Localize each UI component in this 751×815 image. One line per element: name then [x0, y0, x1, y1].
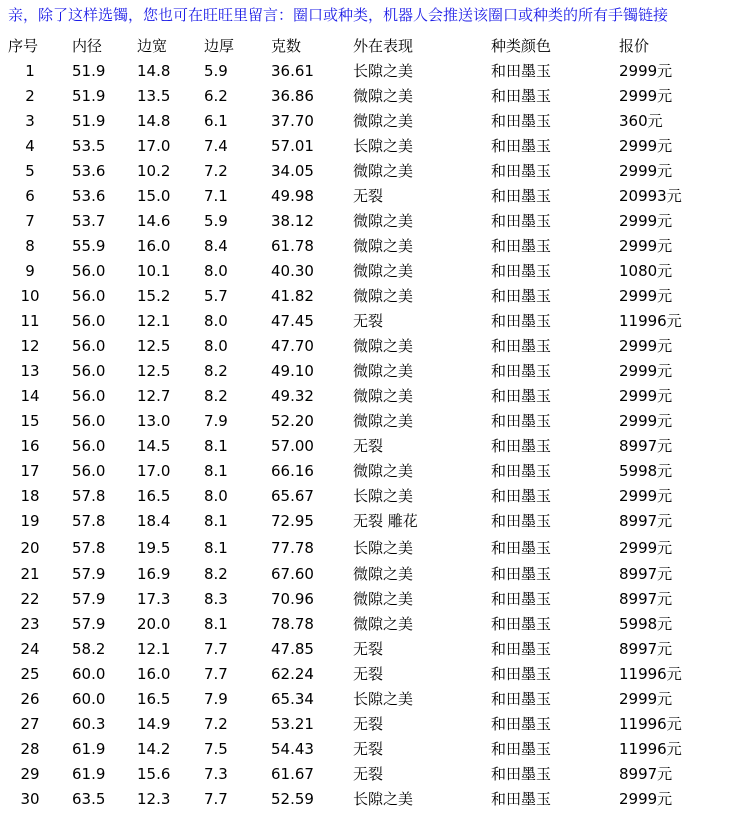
cell-inner-diameter: 51.9 — [72, 112, 106, 130]
table-row — [0, 459, 719, 484]
cell-width: 15.6 — [137, 765, 171, 783]
cell-weight: 36.61 — [271, 62, 314, 80]
table-row — [0, 159, 719, 184]
cell-price: 8997元 — [619, 512, 673, 530]
cell-width: 14.5 — [137, 437, 171, 455]
table-header-row — [0, 34, 719, 59]
cell-type-color: 和田墨玉 — [491, 87, 552, 105]
cell-thickness: 8.1 — [204, 437, 228, 455]
cell-index: 28 — [20, 740, 40, 758]
cell-appearance: 微隙之美 — [353, 287, 414, 305]
cell-price: 2999元 — [619, 162, 673, 180]
cell-weight: 40.30 — [271, 262, 314, 280]
cell-width: 16.5 — [137, 690, 171, 708]
cell-index: 22 — [20, 590, 40, 608]
cell-inner-diameter: 60.3 — [72, 715, 106, 733]
cell-inner-diameter: 55.9 — [72, 237, 106, 255]
cell-weight: 62.24 — [271, 665, 314, 683]
cell-type-color: 和田墨玉 — [491, 715, 552, 733]
cell-weight: 47.70 — [271, 337, 314, 355]
cell-inner-diameter: 53.7 — [72, 212, 106, 230]
cell-index: 21 — [20, 565, 40, 583]
cell-inner-diameter: 56.0 — [72, 287, 106, 305]
cell-thickness: 5.9 — [204, 62, 228, 80]
cell-type-color: 和田墨玉 — [491, 287, 552, 305]
cell-inner-diameter: 61.9 — [72, 765, 106, 783]
cell-weight: 67.60 — [271, 565, 314, 583]
cell-weight: 54.43 — [271, 740, 314, 758]
cell-appearance: 微隙之美 — [353, 590, 414, 608]
cell-type-color: 和田墨玉 — [491, 112, 552, 130]
table-row — [0, 234, 719, 259]
cell-thickness: 7.7 — [204, 665, 228, 683]
cell-weight: 53.21 — [271, 715, 314, 733]
cell-inner-diameter: 61.9 — [72, 740, 106, 758]
cell-appearance: 微隙之美 — [353, 262, 414, 280]
cell-index: 11 — [20, 312, 40, 330]
cell-price: 8997元 — [619, 437, 673, 455]
cell-weight: 38.12 — [271, 212, 314, 230]
cell-appearance: 微隙之美 — [353, 162, 414, 180]
cell-type-color: 和田墨玉 — [491, 740, 552, 758]
cell-appearance: 微隙之美 — [353, 112, 414, 130]
cell-type-color: 和田墨玉 — [491, 615, 552, 633]
table-row — [0, 787, 719, 812]
cell-inner-diameter: 56.0 — [72, 337, 106, 355]
cell-width: 12.1 — [137, 640, 171, 658]
cell-thickness: 5.9 — [204, 212, 228, 230]
cell-index: 14 — [20, 387, 40, 405]
cell-thickness: 8.3 — [204, 590, 228, 608]
cell-price: 20993元 — [619, 187, 682, 205]
cell-weight: 61.78 — [271, 237, 314, 255]
cell-width: 10.2 — [137, 162, 171, 180]
table-row — [0, 109, 719, 134]
cell-index: 3 — [25, 112, 35, 130]
table-row — [0, 309, 719, 334]
cell-appearance: 无裂 雕花 — [353, 512, 418, 530]
cell-type-color: 和田墨玉 — [491, 640, 552, 658]
table-row — [0, 562, 719, 587]
cell-appearance: 长隙之美 — [353, 62, 414, 80]
cell-price: 2999元 — [619, 690, 673, 708]
cell-width: 15.0 — [137, 187, 171, 205]
cell-appearance: 微隙之美 — [353, 237, 414, 255]
cell-weight: 36.86 — [271, 87, 314, 105]
table-row — [0, 384, 719, 409]
cell-price: 2999元 — [619, 538, 673, 557]
cell-type-color: 和田墨玉 — [491, 412, 552, 430]
cell-price: 8997元 — [619, 565, 673, 583]
header-price: 报价 — [619, 37, 650, 55]
cell-type-color: 和田墨玉 — [491, 312, 552, 330]
header-appearance: 外在表现 — [353, 37, 414, 55]
table-row — [0, 534, 719, 562]
cell-price: 1080元 — [619, 262, 673, 280]
cell-appearance: 无裂 — [353, 715, 384, 733]
cell-appearance: 微隙之美 — [353, 337, 414, 355]
cell-index: 5 — [25, 162, 35, 180]
cell-width: 14.6 — [137, 212, 171, 230]
cell-price: 2999元 — [619, 362, 673, 380]
cell-inner-diameter: 56.0 — [72, 387, 106, 405]
cell-type-color: 和田墨玉 — [491, 437, 552, 455]
cell-type-color: 和田墨玉 — [491, 262, 552, 280]
cell-thickness: 6.2 — [204, 87, 228, 105]
table-row — [0, 334, 719, 359]
cell-inner-diameter: 56.0 — [72, 412, 106, 430]
cell-inner-diameter: 51.9 — [72, 87, 106, 105]
cell-appearance: 微隙之美 — [353, 565, 414, 583]
cell-inner-diameter: 63.5 — [72, 790, 106, 808]
header-weight: 克数 — [271, 37, 302, 55]
cell-inner-diameter: 53.5 — [72, 137, 106, 155]
cell-price: 11996元 — [619, 312, 682, 330]
cell-thickness: 8.2 — [204, 565, 228, 583]
cell-price: 5998元 — [619, 615, 673, 633]
cell-thickness: 6.1 — [204, 112, 228, 130]
cell-index: 10 — [20, 287, 40, 305]
header-width: 边宽 — [137, 37, 168, 55]
table-row — [0, 662, 719, 687]
cell-thickness: 7.9 — [204, 690, 228, 708]
cell-index: 6 — [25, 187, 35, 205]
cell-appearance: 无裂 — [353, 765, 384, 783]
cell-width: 12.7 — [137, 387, 171, 405]
table-row — [0, 209, 719, 234]
cell-inner-diameter: 51.9 — [72, 62, 106, 80]
cell-index: 30 — [20, 790, 40, 808]
cell-type-color: 和田墨玉 — [491, 487, 552, 505]
cell-width: 18.4 — [137, 512, 171, 530]
cell-width: 14.8 — [137, 62, 171, 80]
cell-index: 20 — [20, 538, 40, 557]
cell-index: 7 — [25, 212, 35, 230]
cell-thickness: 8.2 — [204, 387, 228, 405]
table-row — [0, 687, 719, 712]
cell-width: 17.3 — [137, 590, 171, 608]
cell-index: 15 — [20, 412, 40, 430]
cell-index: 26 — [20, 690, 40, 708]
cell-thickness: 7.2 — [204, 162, 228, 180]
cell-type-color: 和田墨玉 — [491, 162, 552, 180]
cell-appearance: 无裂 — [353, 437, 384, 455]
cell-inner-diameter: 56.0 — [72, 437, 106, 455]
cell-appearance: 微隙之美 — [353, 362, 414, 380]
cell-inner-diameter: 56.0 — [72, 262, 106, 280]
cell-thickness: 8.0 — [204, 312, 228, 330]
cell-thickness: 7.1 — [204, 187, 228, 205]
cell-thickness: 8.2 — [204, 362, 228, 380]
cell-inner-diameter: 57.8 — [72, 512, 106, 530]
cell-thickness: 8.1 — [204, 538, 228, 557]
cell-type-color: 和田墨玉 — [491, 790, 552, 808]
cell-index: 8 — [25, 237, 35, 255]
cell-index: 12 — [20, 337, 40, 355]
cell-index: 29 — [20, 765, 40, 783]
cell-width: 17.0 — [137, 137, 171, 155]
cell-type-color: 和田墨玉 — [491, 665, 552, 683]
cell-weight: 49.10 — [271, 362, 314, 380]
cell-price: 2999元 — [619, 237, 673, 255]
cell-thickness: 7.7 — [204, 790, 228, 808]
cell-type-color: 和田墨玉 — [491, 212, 552, 230]
table-row — [0, 484, 719, 509]
table-row — [0, 509, 719, 534]
cell-appearance: 无裂 — [353, 312, 384, 330]
cell-price: 2999元 — [619, 387, 673, 405]
table-row — [0, 712, 719, 737]
cell-type-color: 和田墨玉 — [491, 565, 552, 583]
table-row — [0, 359, 719, 384]
cell-width: 14.9 — [137, 715, 171, 733]
cell-index: 2 — [25, 87, 35, 105]
cell-type-color: 和田墨玉 — [491, 590, 552, 608]
cell-price: 2999元 — [619, 412, 673, 430]
cell-thickness: 7.5 — [204, 740, 228, 758]
cell-appearance: 长隙之美 — [353, 487, 414, 505]
table-row — [0, 434, 719, 459]
table-row — [0, 762, 719, 787]
cell-index: 9 — [25, 262, 35, 280]
cell-index: 24 — [20, 640, 40, 658]
cell-price: 11996元 — [619, 665, 682, 683]
cell-thickness: 8.1 — [204, 462, 228, 480]
cell-width: 12.5 — [137, 337, 171, 355]
cell-width: 16.0 — [137, 237, 171, 255]
cell-index: 18 — [20, 487, 40, 505]
cell-price: 8997元 — [619, 590, 673, 608]
cell-thickness: 8.4 — [204, 237, 228, 255]
cell-width: 16.9 — [137, 565, 171, 583]
cell-width: 12.3 — [137, 790, 171, 808]
table-row — [0, 59, 719, 84]
cell-width: 10.1 — [137, 262, 171, 280]
cell-weight: 41.82 — [271, 287, 314, 305]
cell-index: 19 — [20, 512, 40, 530]
cell-type-color: 和田墨玉 — [491, 690, 552, 708]
cell-thickness: 5.7 — [204, 287, 228, 305]
cell-thickness: 7.4 — [204, 137, 228, 155]
cell-thickness: 8.1 — [204, 512, 228, 530]
cell-width: 12.1 — [137, 312, 171, 330]
table-row — [0, 134, 719, 159]
cell-price: 2999元 — [619, 790, 673, 808]
table-row — [0, 612, 719, 637]
table-body — [0, 59, 719, 812]
cell-weight: 61.67 — [271, 765, 314, 783]
cell-type-color: 和田墨玉 — [491, 187, 552, 205]
table-row — [0, 587, 719, 612]
cell-type-color: 和田墨玉 — [491, 765, 552, 783]
cell-thickness: 8.0 — [204, 487, 228, 505]
cell-weight: 70.96 — [271, 590, 314, 608]
cell-appearance: 长隙之美 — [353, 538, 414, 557]
cell-price: 2999元 — [619, 137, 673, 155]
cell-weight: 47.85 — [271, 640, 314, 658]
cell-index: 16 — [20, 437, 40, 455]
bangle-table — [0, 34, 719, 812]
header-thickness: 边厚 — [204, 37, 235, 55]
table-row — [0, 737, 719, 762]
cell-appearance: 微隙之美 — [353, 462, 414, 480]
cell-inner-diameter: 57.9 — [72, 590, 106, 608]
table-row — [0, 409, 719, 434]
cell-thickness: 8.1 — [204, 615, 228, 633]
cell-width: 12.5 — [137, 362, 171, 380]
cell-width: 16.0 — [137, 665, 171, 683]
cell-index: 27 — [20, 715, 40, 733]
cell-price: 2999元 — [619, 487, 673, 505]
cell-index: 23 — [20, 615, 40, 633]
cell-inner-diameter: 57.8 — [72, 487, 106, 505]
cell-type-color: 和田墨玉 — [491, 337, 552, 355]
cell-thickness: 8.0 — [204, 262, 228, 280]
cell-price: 2999元 — [619, 212, 673, 230]
cell-width: 15.2 — [137, 287, 171, 305]
header-inner-diameter: 内径 — [72, 37, 103, 55]
cell-appearance: 长隙之美 — [353, 790, 414, 808]
cell-index: 4 — [25, 137, 35, 155]
table-row — [0, 84, 719, 109]
cell-type-color: 和田墨玉 — [491, 387, 552, 405]
cell-width: 20.0 — [137, 615, 171, 633]
cell-inner-diameter: 56.0 — [72, 362, 106, 380]
cell-weight: 49.98 — [271, 187, 314, 205]
cell-width: 13.0 — [137, 412, 171, 430]
cell-price: 11996元 — [619, 715, 682, 733]
cell-index: 17 — [20, 462, 40, 480]
cell-inner-diameter: 60.0 — [72, 665, 106, 683]
table-row — [0, 284, 719, 309]
notice-text: 亲，除了这样选镯，您也可在旺旺里留言：圈口或种类，机器人会推送该圈口或种类的所有手镯链接 — [8, 6, 669, 24]
cell-appearance: 微隙之美 — [353, 212, 414, 230]
cell-appearance: 微隙之美 — [353, 615, 414, 633]
cell-inner-diameter: 57.9 — [72, 615, 106, 633]
cell-inner-diameter: 56.0 — [72, 462, 106, 480]
cell-thickness: 8.0 — [204, 337, 228, 355]
cell-thickness: 7.9 — [204, 412, 228, 430]
cell-thickness: 7.7 — [204, 640, 228, 658]
cell-inner-diameter: 57.8 — [72, 538, 106, 557]
cell-weight: 57.00 — [271, 437, 314, 455]
cell-weight: 34.05 — [271, 162, 314, 180]
cell-type-color: 和田墨玉 — [491, 462, 552, 480]
cell-weight: 77.78 — [271, 538, 314, 557]
cell-price: 8997元 — [619, 765, 673, 783]
cell-appearance: 微隙之美 — [353, 387, 414, 405]
cell-weight: 78.78 — [271, 615, 314, 633]
cell-type-color: 和田墨玉 — [491, 512, 552, 530]
header-index: 序号 — [8, 37, 39, 55]
cell-width: 16.5 — [137, 487, 171, 505]
cell-price: 5998元 — [619, 462, 673, 480]
cell-appearance: 无裂 — [353, 665, 384, 683]
cell-appearance: 无裂 — [353, 640, 384, 658]
cell-width: 13.5 — [137, 87, 171, 105]
cell-type-color: 和田墨玉 — [491, 362, 552, 380]
cell-inner-diameter: 58.2 — [72, 640, 106, 658]
cell-width: 17.0 — [137, 462, 171, 480]
cell-thickness: 7.2 — [204, 715, 228, 733]
cell-weight: 72.95 — [271, 512, 314, 530]
cell-weight: 57.01 — [271, 137, 314, 155]
table-row — [0, 637, 719, 662]
table-row — [0, 259, 719, 284]
cell-price: 360元 — [619, 112, 663, 130]
cell-type-color: 和田墨玉 — [491, 62, 552, 80]
cell-type-color: 和田墨玉 — [491, 137, 552, 155]
cell-index: 1 — [25, 62, 35, 80]
cell-width: 14.8 — [137, 112, 171, 130]
cell-price: 2999元 — [619, 87, 673, 105]
cell-inner-diameter: 53.6 — [72, 187, 106, 205]
cell-index: 25 — [20, 665, 40, 683]
cell-type-color: 和田墨玉 — [491, 237, 552, 255]
cell-inner-diameter: 53.6 — [72, 162, 106, 180]
cell-weight: 49.32 — [271, 387, 314, 405]
cell-width: 19.5 — [137, 538, 171, 557]
cell-width: 14.2 — [137, 740, 171, 758]
cell-weight: 65.34 — [271, 690, 314, 708]
cell-price: 8997元 — [619, 640, 673, 658]
cell-index: 13 — [20, 362, 40, 380]
cell-price: 2999元 — [619, 337, 673, 355]
cell-price: 2999元 — [619, 62, 673, 80]
cell-appearance: 长隙之美 — [353, 137, 414, 155]
cell-thickness: 7.3 — [204, 765, 228, 783]
cell-appearance: 微隙之美 — [353, 87, 414, 105]
cell-type-color: 和田墨玉 — [491, 538, 552, 557]
cell-appearance: 无裂 — [353, 740, 384, 758]
cell-weight: 66.16 — [271, 462, 314, 480]
cell-price: 11996元 — [619, 740, 682, 758]
cell-price: 2999元 — [619, 287, 673, 305]
table-row — [0, 184, 719, 209]
cell-inner-diameter: 56.0 — [72, 312, 106, 330]
cell-weight: 47.45 — [271, 312, 314, 330]
cell-weight: 37.70 — [271, 112, 314, 130]
header-type-color: 种类颜色 — [491, 37, 552, 55]
cell-inner-diameter: 60.0 — [72, 690, 106, 708]
cell-weight: 52.20 — [271, 412, 314, 430]
cell-weight: 65.67 — [271, 487, 314, 505]
cell-appearance: 无裂 — [353, 187, 384, 205]
cell-inner-diameter: 57.9 — [72, 565, 106, 583]
cell-weight: 52.59 — [271, 790, 314, 808]
cell-appearance: 长隙之美 — [353, 690, 414, 708]
cell-appearance: 微隙之美 — [353, 412, 414, 430]
